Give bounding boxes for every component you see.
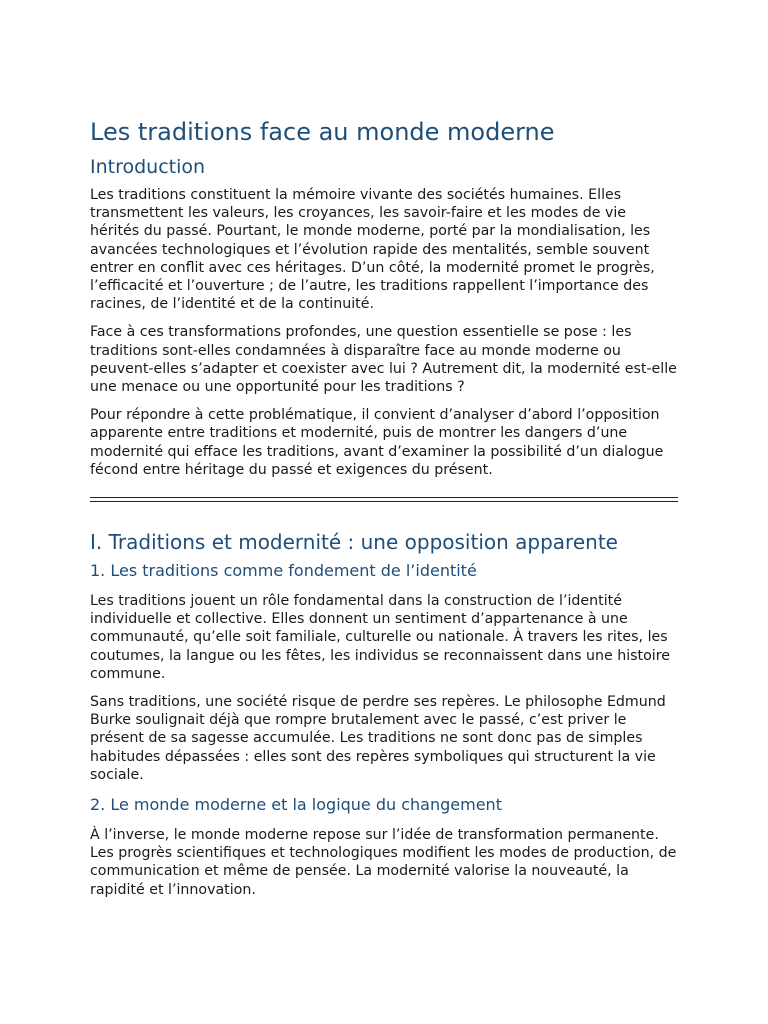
subsection-1-2-paragraph-1: À l’inverse, le monde moderne repose sur l’idée de transformation permanente. Les progrès scientifiques et technologiques modifient les modes de production, de communication et même de pensée. La modernité valorise la nouveauté, la rapidité et l’innovation.: [90, 827, 677, 898]
subsection-1-2-heading: 2. Le monde moderne et la logique du changement: [90, 795, 502, 815]
intro-paragraph-2: Face à ces transformations profondes, une question essentielle se pose : les traditions sont-elles condamnées à disparaître face au monde moderne ou peuvent-elles s’adapter et coexister avec lui ? Autrement dit, la modernité est-elle une menace ou une opportunité pour les traditions ?: [90, 324, 677, 396]
intro-paragraph-1: Les traditions constituent la mémoire vivante des sociétés humaines. Elles transmettent les valeurs, les croyances, les savoir-faire et les modes de vie hérités du passé. Pourtant, le monde moderne, porté par la mondialisation, les avancées technologiques et l’évolution rapide des mentalités, semble souvent entrer en conflit avec ces héritages. D’un côté, la modernité promet le progrès, l’efficacité et l’ouverture ; de l’autre, les traditions rappellent l’importance des racines, de l’identité et de la continuité.: [90, 187, 655, 313]
subsection-1-1-heading: 1. Les traditions comme fondement de l’identité: [90, 561, 477, 581]
document-title: Les traditions face au monde moderne: [90, 118, 555, 146]
section-divider: [90, 497, 678, 502]
intro-heading: Introduction: [90, 156, 206, 178]
subsection-1-1-paragraph-1: Les traditions jouent un rôle fondamental dans la construction de l’identité individuelle et collective. Elles donnent un sentiment d’appartenance à une communauté, qu’elle soit familiale, culturelle ou nationale. À travers les rites, les coutumes, la langue ou les fêtes, les individus se reconnaissent dans une histoire commune.: [90, 593, 670, 682]
intro-paragraph-3: Pour répondre à cette problématique, il convient d’analyser d’abord l’opposition apparente entre traditions et modernité, puis de montrer les dangers d’une modernité qui efface les traditions, avant d’examiner la possibilité d’un dialogue fécond entre héritage du passé et exigences du présent.: [90, 407, 664, 478]
section-1-heading: I. Traditions et modernité : une opposition apparente: [90, 530, 618, 555]
subsection-1-1-paragraph-2: Sans traditions, une société risque de perdre ses repères. Le philosophe Edmund Burke soulignait déjà que rompre brutalement avec le passé, c’est priver le présent de sa sagesse accumulée. Les traditions ne sont donc pas de simples habitudes dépassées : elles sont des repères symboliques qui structurent la vie sociale.: [90, 694, 666, 783]
